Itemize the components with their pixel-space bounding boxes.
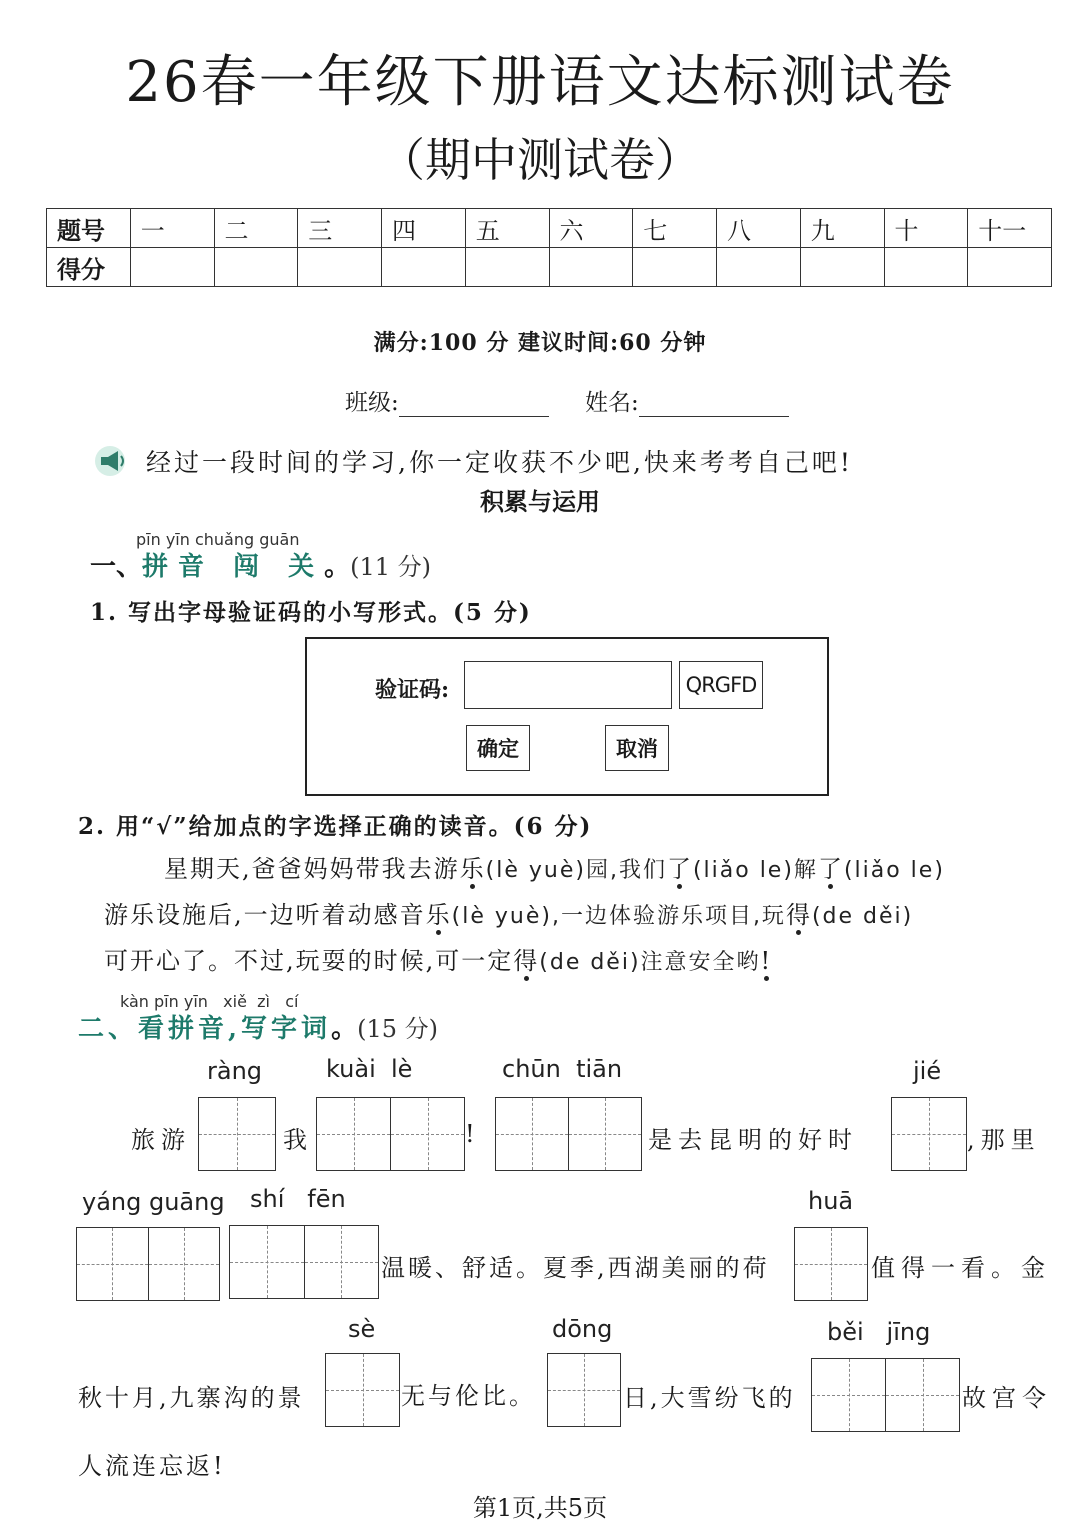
pinyin-label: chūn tiān bbox=[502, 1055, 623, 1083]
dotted-char: 了 bbox=[817, 855, 844, 883]
pinyin-label: yáng guāng bbox=[82, 1188, 225, 1216]
sentence-text: 人流连忘返! bbox=[78, 1452, 226, 1480]
sentence-text: 旅游 bbox=[131, 1126, 191, 1154]
dotted-char: 乐 bbox=[459, 855, 486, 883]
sentence-text: 可开心了。不过,玩耍的时候,可一定 bbox=[104, 947, 514, 975]
table-row bbox=[47, 209, 1052, 248]
sentence-text: 游乐设施后,一边听着动感音 bbox=[104, 901, 426, 929]
page-title: 26春一年级下册语文达标测试卷 bbox=[125, 50, 955, 115]
tianzi-box[interactable] bbox=[316, 1097, 465, 1171]
pinyin-label: huā bbox=[808, 1187, 854, 1215]
table-header-cell: 得分 bbox=[47, 248, 131, 287]
q1-score: (11 分) bbox=[350, 553, 432, 581]
table-cell: 九 bbox=[800, 209, 884, 248]
captcha-input[interactable] bbox=[464, 661, 672, 709]
pinyin-label: jié bbox=[913, 1057, 942, 1085]
sentence-text: (liǎo le)解 bbox=[692, 858, 818, 883]
sentence-text: (de děi) bbox=[811, 904, 914, 929]
sentence-text: 温暖、舒适。夏季,西湖美丽的荷 bbox=[381, 1254, 770, 1282]
table-cell: 一 bbox=[130, 209, 214, 248]
score-cell[interactable] bbox=[717, 248, 801, 287]
q2-period: 。 bbox=[331, 1014, 358, 1044]
captcha-code: QRGFD bbox=[679, 661, 763, 709]
dotted-char: 得 bbox=[513, 947, 540, 975]
tianzi-box[interactable] bbox=[794, 1227, 868, 1301]
class-blank[interactable] bbox=[399, 390, 549, 417]
table-cell: 七 bbox=[633, 209, 717, 248]
sentence-text: ,那里 bbox=[967, 1126, 1041, 1154]
q2-title: 二、看拼音,写字词 bbox=[78, 1014, 332, 1044]
q1-heading bbox=[90, 546, 431, 583]
captcha-label: 验证码: bbox=[375, 677, 450, 703]
section-heading: 积累与运用 bbox=[480, 488, 600, 516]
q1-number: 一、 bbox=[90, 552, 143, 582]
class-field-row bbox=[345, 384, 549, 417]
q2-heading bbox=[78, 1008, 438, 1045]
q1-title: 拼音 闯 关 bbox=[142, 552, 325, 582]
score-cell[interactable] bbox=[298, 248, 382, 287]
q2-title-pinyin: kàn pīn yīn xiě zì cí bbox=[120, 992, 299, 1011]
score-cell[interactable] bbox=[884, 248, 968, 287]
dotted-char: 乐 bbox=[425, 901, 452, 929]
sentence-text: (lè yuè)园,我们 bbox=[485, 858, 667, 883]
score-cell[interactable] bbox=[214, 248, 298, 287]
page-footer: 第1页,共5页 bbox=[472, 1494, 608, 1522]
score-cell[interactable] bbox=[382, 248, 466, 287]
pinyin-label: kuài lè bbox=[326, 1055, 413, 1083]
score-cell[interactable] bbox=[465, 248, 549, 287]
table-cell: 二 bbox=[214, 209, 298, 248]
sentence-text: 我 bbox=[283, 1126, 313, 1154]
table-cell: 六 bbox=[549, 209, 633, 248]
sentence-text: 故宫令 bbox=[962, 1384, 1052, 1412]
pinyin-label: sè bbox=[348, 1315, 376, 1343]
score-cell[interactable] bbox=[130, 248, 214, 287]
reading-line-1 bbox=[164, 846, 945, 894]
tianzi-box[interactable] bbox=[495, 1097, 642, 1171]
table-cell: 四 bbox=[382, 209, 466, 248]
table-cell: 十 bbox=[884, 209, 968, 248]
sentence-text: 是去昆明的好时 bbox=[648, 1126, 858, 1154]
reading-line-3 bbox=[104, 938, 772, 986]
table-cell: 三 bbox=[298, 209, 382, 248]
table-header-cell: 题号 bbox=[47, 209, 131, 248]
pinyin-label: ràng bbox=[207, 1057, 263, 1085]
exam-meta: 满分:100 分 建议时间:60 分钟 bbox=[373, 330, 707, 356]
captcha-panel bbox=[305, 637, 829, 796]
table-cell: 五 bbox=[465, 209, 549, 248]
pinyin-label: běi jīng bbox=[827, 1318, 931, 1346]
name-blank[interactable] bbox=[639, 390, 789, 417]
tianzi-box[interactable] bbox=[76, 1227, 220, 1301]
sentence-text: 秋十月,九寨沟的景 bbox=[78, 1384, 305, 1412]
sentence-text: 日,大雪纷飞的 bbox=[623, 1384, 796, 1412]
score-cell[interactable] bbox=[968, 248, 1052, 287]
reading-line-2 bbox=[104, 892, 913, 940]
score-table bbox=[46, 208, 1052, 287]
intro-text: 经过一段时间的学习,你一定收获不少吧,快来考考自己吧! bbox=[146, 448, 853, 477]
score-cell[interactable] bbox=[549, 248, 633, 287]
tianzi-box[interactable] bbox=[891, 1097, 967, 1171]
sentence-text: (de děi)注意安全哟 bbox=[539, 950, 761, 975]
table-cell: 十一 bbox=[968, 209, 1052, 248]
dotted-char: ! bbox=[760, 947, 773, 975]
q1-sub1-text: 1. 写出字母验证码的小写形式。(5 分) bbox=[90, 599, 532, 626]
name-label: 姓名: bbox=[585, 390, 639, 416]
megaphone-icon bbox=[92, 445, 132, 477]
sentence-text: ! bbox=[465, 1120, 481, 1148]
page-subtitle: （期中测试卷） bbox=[379, 133, 701, 187]
tianzi-box[interactable] bbox=[325, 1353, 400, 1427]
score-cell[interactable] bbox=[800, 248, 884, 287]
pinyin-label: shí fēn bbox=[250, 1185, 346, 1213]
sentence-text: (liǎo le) bbox=[843, 858, 945, 883]
sentence-text: 值得一看。金 bbox=[871, 1254, 1051, 1282]
q1-title-pinyin: pīn yīn chuǎng guān bbox=[136, 530, 300, 549]
q1-period: 。 bbox=[324, 552, 351, 582]
intro-line bbox=[92, 443, 853, 479]
q2-score: (15 分) bbox=[357, 1015, 438, 1043]
q1-sub2-text: 2. 用“√”给加点的字选择正确的读音。(6 分) bbox=[78, 813, 593, 840]
score-cell[interactable] bbox=[633, 248, 717, 287]
sentence-text: (lè yuè),一边体验游乐项目,玩 bbox=[451, 904, 786, 929]
dotted-char: 了 bbox=[666, 855, 693, 883]
dotted-char: 得 bbox=[785, 901, 812, 929]
tianzi-box[interactable] bbox=[811, 1358, 960, 1432]
table-cell: 八 bbox=[717, 209, 801, 248]
sentence-text: 无与伦比。 bbox=[401, 1382, 536, 1410]
pinyin-label: dōng bbox=[552, 1315, 613, 1343]
sentence-text: 星期天,爸爸妈妈带我去游 bbox=[164, 855, 460, 883]
tianzi-box[interactable] bbox=[547, 1353, 621, 1427]
cancel-button[interactable]: 取消 bbox=[605, 725, 669, 771]
tianzi-box[interactable] bbox=[198, 1097, 276, 1171]
tianzi-box[interactable] bbox=[229, 1225, 379, 1299]
table-row bbox=[47, 248, 1052, 287]
confirm-button[interactable]: 确定 bbox=[466, 725, 530, 771]
name-field-row bbox=[585, 384, 789, 417]
class-label: 班级: bbox=[345, 390, 399, 416]
